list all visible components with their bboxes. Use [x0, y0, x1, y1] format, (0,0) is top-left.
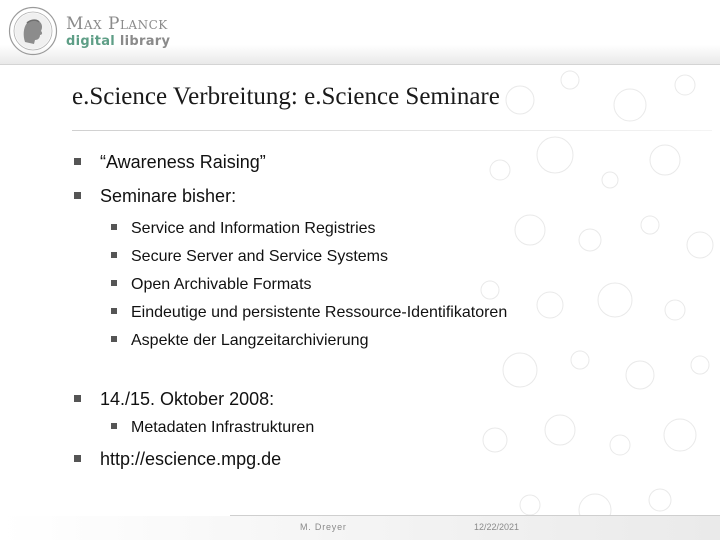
sub-bullet-metadaten [111, 418, 314, 438]
bullet-square-icon [111, 224, 117, 230]
bullet-text: Seminare bisher: [100, 186, 237, 206]
bullet-seminare-bisher [74, 185, 236, 207]
logo-name: Max Planck [66, 14, 168, 34]
bullet-square-icon [74, 395, 81, 402]
sub-bullet-identifikatoren [111, 303, 507, 323]
header-bar [0, 0, 720, 65]
bullet-escience-url [74, 448, 281, 470]
bullet-square-icon [74, 158, 81, 165]
sub-bullet-text: Eindeutige und persistente Ressource-Identifikatoren [131, 304, 508, 321]
bullet-square-icon [111, 280, 117, 286]
sub-bullet-text: Open Archivable Formats [131, 276, 312, 293]
logo-subtitle [66, 34, 170, 50]
background-watermark-pattern [460, 60, 720, 540]
title-divider [72, 130, 712, 131]
bullet-text: http://escience.mpg.de [100, 449, 282, 469]
sub-bullet-text: Aspekte der Langzeitarchivierung [131, 332, 369, 349]
sub-bullet-text: Metadaten Infrastrukturen [131, 419, 315, 436]
bullet-square-icon [111, 336, 117, 342]
sub-bullet-registries [111, 219, 376, 239]
footer-divider [230, 515, 720, 516]
sub-bullet-secure-server [111, 247, 388, 267]
sub-bullet-archivable-formats [111, 275, 312, 295]
bullet-square-icon [74, 192, 81, 199]
bullet-oktober-2008 [74, 388, 274, 410]
logo-subtitle-accent: digital [66, 34, 116, 49]
bullet-text: “Awareness Raising” [100, 152, 266, 172]
max-planck-seal-icon [8, 6, 58, 56]
footer-date: 12/22/2021 [474, 522, 520, 532]
logo-subtitle-rest: library [115, 34, 171, 49]
bullet-square-icon [74, 455, 81, 462]
sub-bullet-langzeitarchivierung [111, 331, 368, 351]
bullet-square-icon [111, 252, 117, 258]
sub-bullet-text: Secure Server and Service Systems [131, 248, 388, 265]
slide-title: e.Science Verbreitung: e.Science Seminare [72, 83, 500, 110]
sub-bullet-text: Service and Information Registries [131, 220, 376, 237]
footer-author: M. Dreyer [300, 522, 347, 532]
bullet-square-icon [111, 308, 117, 314]
bullet-square-icon [111, 423, 117, 429]
footer-bar [0, 516, 720, 540]
bullet-awareness-raising [74, 151, 266, 173]
bullet-text: 14./15. Oktober 2008: [100, 389, 275, 409]
